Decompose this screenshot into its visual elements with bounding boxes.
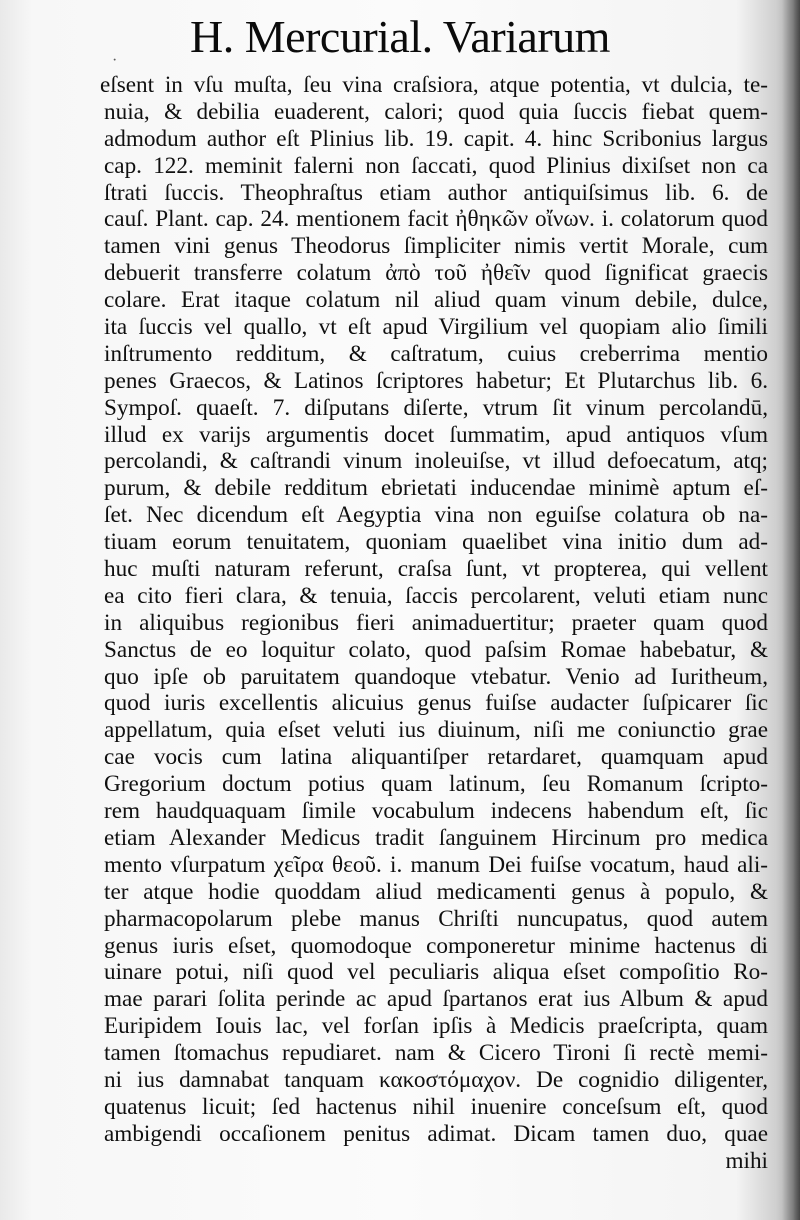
text-line: colare. Erat itaque colatum nil aliud quam vinum debile, dulce, — [104, 287, 768, 314]
text-line: ambigendi occaſionem penitus adimat. Dicam tamen duo, quae — [104, 1120, 768, 1147]
text-line: percolandi, & caſtrandi vinum inoleuiſse, vt illud defoecatum, atq; — [104, 448, 768, 475]
text-line: genus iuris eſset, quomodoque componeretur minime hactenus di — [104, 932, 768, 959]
text-line: nuia, & debilia euaderent, calori; quod quia ſuccis fiebat quem- — [104, 98, 768, 125]
text-line: eſsent in vſu muſta, ſeu vina craſsiora, atque potentia, vt dulcia, te- — [100, 72, 768, 98]
text-line: appellatum, quia eſset veluti ius diuinum, niſi me coniunctio grae — [104, 717, 768, 744]
text-line: cae vocis cum latina aliquantiſper retardaret, quamquam apud — [104, 744, 768, 771]
text-line: ter atque hodie quoddam aliud medicamenti genus à populo, & — [104, 878, 768, 905]
text-line: ſet. Nec dicendum eſt Aegyptia vina non eguiſse colatura ob na- — [104, 502, 768, 529]
running-head-title: H. Mercurial. Variarum — [190, 11, 610, 62]
text-line: purum, & debile redditum ebrietati inducendae minimè aptum eſ- — [104, 475, 768, 502]
text-line: penes Graecos, & Latinos ſcriptores habetur; Et Plutarchus lib. 6. — [104, 367, 768, 394]
text-line: quatenus licuit; ſed hactenus nihil inuenire conceſsum eſt, quod — [104, 1093, 768, 1120]
text-line: mae parari ſolita perinde ac apud ſpartanos erat ius Album & apud — [104, 986, 768, 1013]
text-line: Gregorium doctum potius quam latinum, ſeu Romanum ſcripto- — [104, 771, 768, 798]
text-line: tamen ſtomachus repudiaret. nam & Cicero Tironi ſi rectè memi- — [104, 1040, 768, 1067]
page-fold-shadow — [782, 0, 800, 1220]
text-line: tamen vini genus Theodorus ſimpliciter nimis vertit Morale, cum — [104, 233, 768, 260]
text-line: pharmacopolarum plebe manus Chriſti nuncupatus, quod autem — [104, 905, 768, 932]
text-line: mihi — [725, 1147, 768, 1174]
text-line: cap. 122. meminit falerni non ſaccati, quod Plinius dixiſset non ca — [104, 152, 768, 179]
text-line: admodum author eſt Plinius lib. 19. capit. 4. hinc Scribonius largus — [104, 125, 768, 152]
text-line: rem haudquaquam ſimile vocabulum indecens habendum eſt, ſic — [104, 798, 768, 825]
text-line: etiam Alexander Medicus tradit ſanguinem Hircinum pro medica — [104, 824, 768, 851]
text-line: in aliquibus regionibus fieri animaduertitur; praeter quam quod — [104, 609, 768, 636]
text-line: ea cito fieri clara, & tenuia, ſaccis percolarent, veluti etiam nunc — [104, 582, 768, 609]
text-line: tiuam eorum tenuitatem, quoniam quaelibet vina initio dum ad- — [104, 529, 768, 556]
running-head — [0, 8, 800, 69]
text-line: uinare potui, niſi quod vel peculiaris aliqua eſset compoſitio Ro- — [104, 959, 768, 986]
text-line: Sympoſ. quaeſt. 7. diſputans diſerte, vtrum ſit vinum percolandū, — [104, 394, 768, 421]
text-line: illud ex varijs argumentis docet ſummatim, apud antiquos vſum — [104, 421, 768, 448]
text-line: Sanctus de eo loquitur colato, quod paſsim Romae habebatur, & — [104, 636, 768, 663]
text-line: huc muſti naturam referunt, craſsa ſunt, vt propterea, qui vellent — [104, 556, 768, 583]
text-line: debuerit transferre colatum ἀπὸ τοῦ ἠθεῖν quod ſignificat graecis — [104, 260, 768, 287]
body-text — [100, 72, 768, 1175]
text-line: quod iuris excellentis alicuius genus fuiſse audacter ſuſpicarer ſic — [104, 690, 768, 717]
text-line: Euripidem Iouis lac, vel forſan ipſis à Medicis praeſcripta, quam — [104, 1013, 768, 1040]
text-line: ita ſuccis vel quallo, vt eſt apud Virgilium vel quopiam alio ſimili — [104, 314, 768, 341]
text-line: quo ipſe ob paruitatem quandoque vtebatur. Venio ad Iuritheum, — [104, 663, 768, 690]
text-line: cauſ. Plant. cap. 24. mentionem facit ἠθηκῶν οἴνων. i. colatorum quod — [104, 206, 768, 233]
text-line: inſtrumento redditum, & caſtratum, cuius creberrima mentio — [104, 340, 768, 367]
text-line: ni ius damnabat tanquam κακοστόμαχον. De cognidio diligenter, — [104, 1066, 768, 1093]
text-line: mento vſurpatum χεῖρα θεοῦ. i. manum Dei fuiſse vocatum, haud ali- — [104, 851, 768, 878]
running-head-mark: · — [112, 52, 117, 69]
text-line: ſtrati ſuccis. Theophraſtus etiam author antiquiſsimus lib. 6. de — [104, 179, 768, 206]
